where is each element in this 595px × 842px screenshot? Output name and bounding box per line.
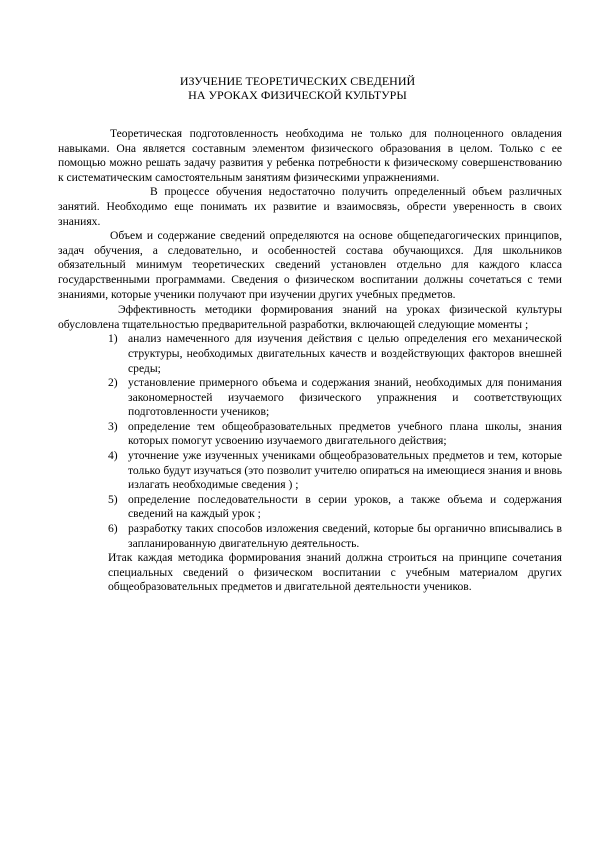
- title-line-1: ИЗУЧЕНИЕ ТЕОРЕТИЧЕСКИХ СВЕДЕНИЙ: [179, 74, 416, 88]
- list-item-number: 4): [108, 449, 118, 463]
- list-item: [58, 522, 562, 551]
- paragraph-1: Теоретическая подготовленность необходима не только для полноценного овладения навыками. Она является составным элементом физического образования в целом. Только с ее помощью можно решать задачу развития у ребенка потребности к физическому совершенствованию к систематическим самостоятельным занятиям физическими упражнениями.: [58, 127, 562, 184]
- list-item-text: уточнение уже изученных учениками общеобразовательных предметов и тем, которые только будут изучаться (это позволит учителю опираться на имеющиеся знания и вновь излагать необходимые сведения ) ;: [128, 449, 562, 492]
- paragraph-4: Эффективность методики формирования знаний на уроках физической культуры обусловлена тщательностью предварительной разработки, включающей следующие моменты ;: [58, 303, 562, 331]
- list-item-number: 5): [108, 492, 118, 506]
- list-item-number: 1): [108, 332, 118, 346]
- list-item: [58, 449, 562, 493]
- list-item-text: определение последовательности в серии уроков, а также объема и содержания сведений на каждый урок ;: [128, 492, 562, 521]
- list-item: [58, 420, 562, 449]
- paragraph-2: В процессе обучения недостаточно получить определенный объем различных занятий. Необходимо еще понимать их развитие и взаимосвязь, обрести уверенность в своих знаниях.: [58, 185, 562, 228]
- list-item-number: 3): [108, 419, 118, 433]
- list-item: [58, 376, 562, 420]
- paragraph-3: Объем и содержание сведений определяются на основе общепедагогических принципов, задач обучения, а следовательно, и особенностей состава обучающихся. Для школьников обязательный минимум теоретических сведений установлен отдельно для каждого класса государственными программами. Сведения о физическом воспитании должны сочетаться с теми знаниями, которые ученики получают при изучении других учебных предметов.: [58, 229, 562, 301]
- list-item: [58, 493, 562, 522]
- list-item: [58, 332, 562, 376]
- list-item-text: установление примерного объема и содержания знаний, необходимых для понимания закономерностей изучаемого физического упражнения и соответствующих подготовленности учеников;: [128, 376, 562, 419]
- title-line-2: НА УРОКАХ ФИЗИЧЕСКОЙ КУЛЬТУРЫ: [188, 88, 407, 102]
- list-item-number: 6): [108, 522, 118, 536]
- document-title: [0, 74, 595, 102]
- methodology-steps-list: [58, 332, 562, 551]
- list-item-number: 2): [108, 376, 118, 390]
- conclusion-paragraph: Итак каждая методика формирования знаний должна строиться на принципе сочетания специальных сведений о физическом воспитании с учебным материалом других общеобразовательных предметов и двигательной деятельности учеников.: [108, 551, 562, 594]
- list-item-text: разработку таких способов изложения сведений, которые бы органично вписывались в запланированную двигательную деятельность.: [128, 522, 562, 550]
- list-item-text: определение тем общеобразовательных предметов учебного плана школы, знания которых помогут усвоению изучаемого двигательного действия;: [128, 419, 562, 448]
- document-body: [58, 127, 562, 595]
- list-item-text: анализ намеченного для изучения действия с целью определения его механической структуры, необходимых двигательных качеств и воздействующих факторов внешней среды;: [128, 332, 562, 375]
